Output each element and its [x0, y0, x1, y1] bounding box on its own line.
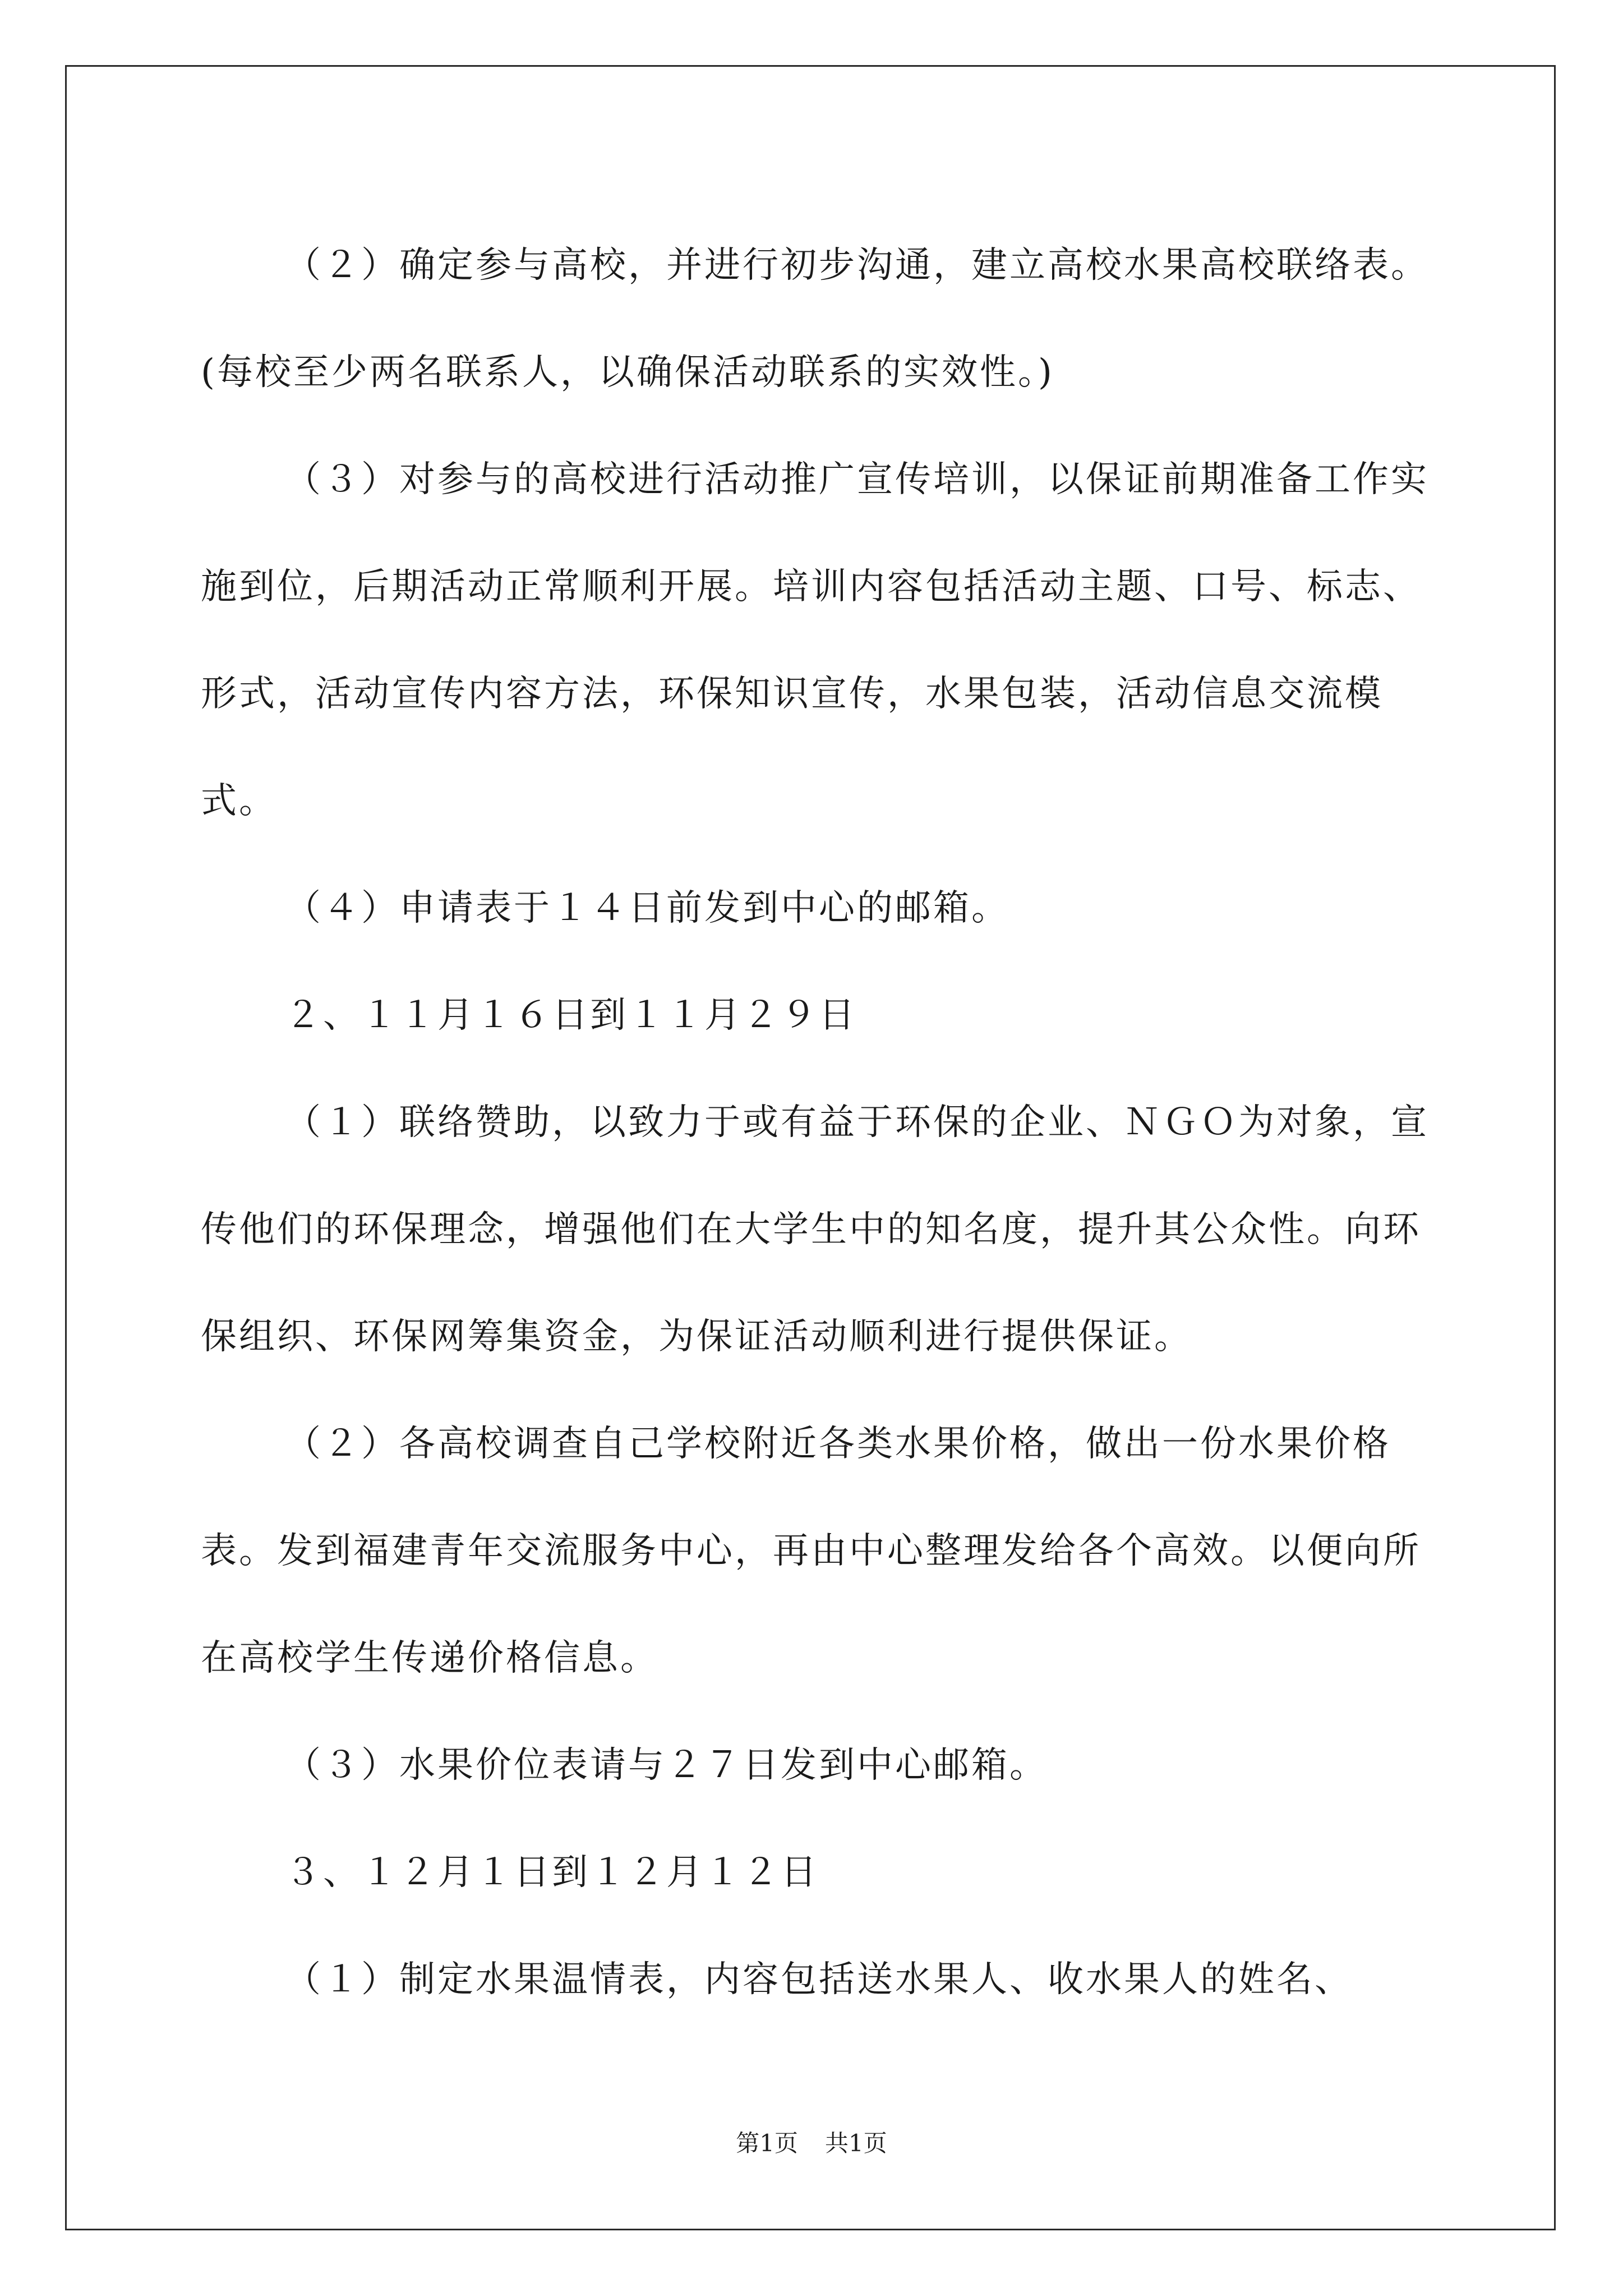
paragraph-1-sponsorship: （１）联络赞助，以致力于或有益于环保的企业、ＮＧＯ为对象，宣传他们的环保理念，增强他们在大学生中的知名度，提升其公众性。向环保组织、环保网筹集资金，为保证活动顺利进行提供保证。	[201, 1102, 1429, 1358]
paragraph-2-confirm-universities: （２）确定参与高校，并进行初步沟通，建立高校水果高校联络表。(每校至少两名联系人，以确保活动联系的实效性。)	[201, 245, 1429, 393]
paragraph-3-training: （３）对参与的高校进行活动推广宣传培训，以保证前期准备工作实施到位，后期活动正常顺利开展。培训内容包括活动主题、口号、标志、形式，活动宣传内容方法，环保知识宣传，水果包装，活动信息交流模式。	[201, 459, 1429, 822]
page-footer	[0, 2129, 1623, 2157]
page-total: 共1页	[825, 2129, 887, 2157]
page-number: 第1页	[736, 2129, 798, 2157]
document-body	[201, 212, 1429, 2033]
paragraph-4-application-deadline: （４）申请表于１４日前发到中心的邮箱。	[285, 887, 1009, 929]
section-heading-phase-3: ３、１２月１日到１２月１２日	[285, 1852, 819, 1893]
section-heading-phase-2: ２、１１月１６日到１１月２９日	[285, 995, 857, 1036]
paragraph-1-fruit-card: （１）制定水果温情表，内容包括送水果人、收水果人的姓名、	[285, 1959, 1353, 2000]
paragraph-3-price-table-deadline: （３）水果价位表请与２７日发到中心邮箱。	[285, 1745, 1048, 1786]
paragraph-2-price-survey: （２）各高校调查自己学校附近各类水果价格，做出一份水果价格表。发到福建青年交流服务中心，再由中心整理发给各个高效。以便向所在高校学生传递价格信息。	[201, 1423, 1421, 1679]
